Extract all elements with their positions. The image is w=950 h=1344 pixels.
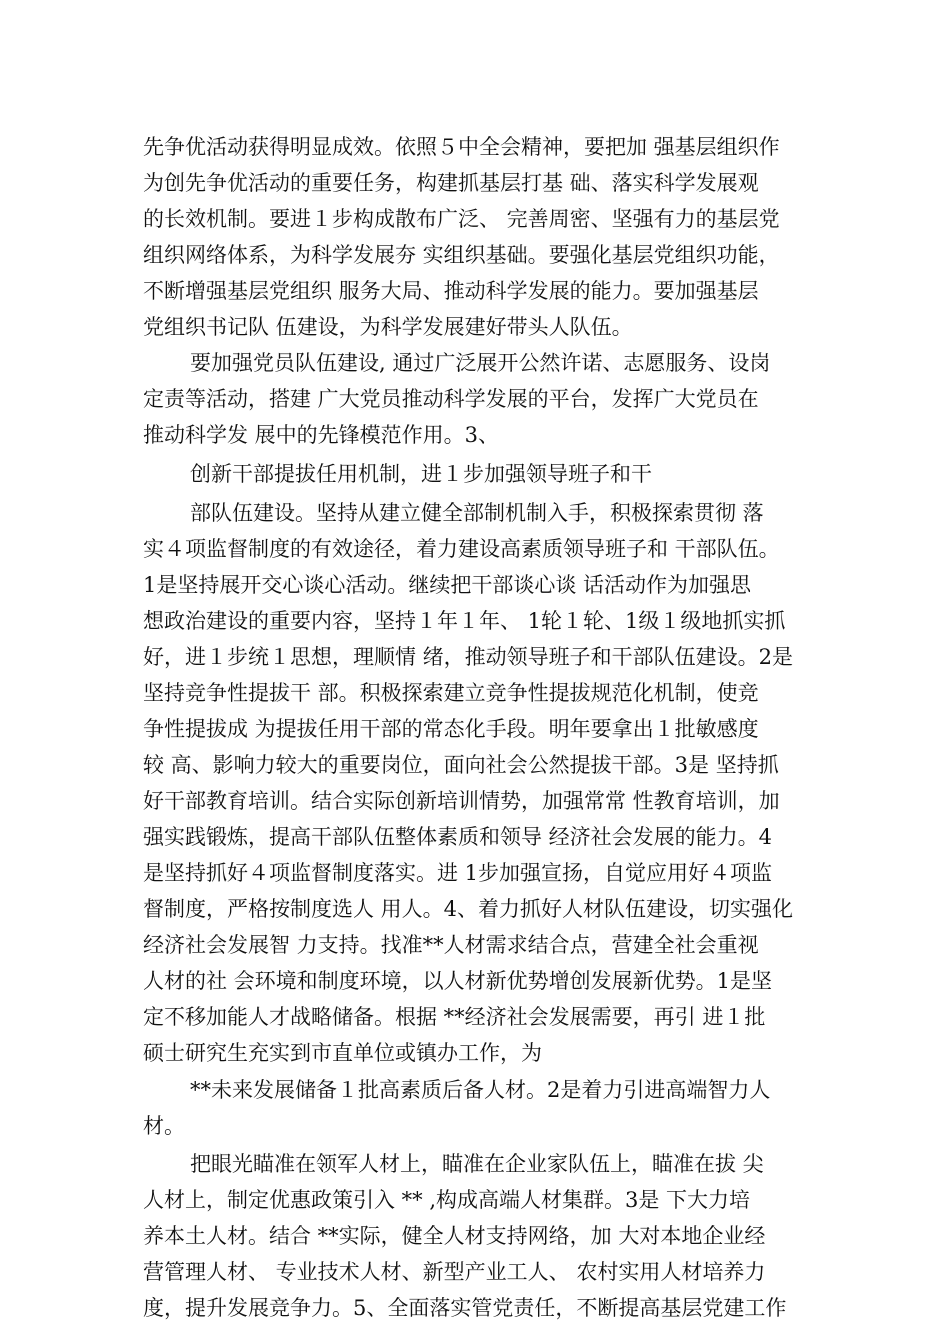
text-line: 把眼光瞄准在领军人材上，瞄准在企业家队伍上，瞄准在拔 尖 [190, 1152, 764, 1176]
text-line: 度，提升发展竞争力。5、全面落实管党责任，不断提高基层党建工作 [143, 1296, 787, 1320]
text-line: 好，进１步统１思想，理顺情 绪，推动领导班子和干部队伍建设。2是 [143, 645, 794, 669]
text-line: 党组织书记队 伍建设，为科学发展建好带头人队伍。 [143, 315, 633, 339]
text-line: 好干部教育培训。结合实际创新培训情势，加强常常 性教育培训，加 [143, 789, 780, 813]
text-line: 营管理人材、 专业技术人材、新型产业工人、 农村实用人材培养力 [143, 1260, 766, 1284]
text-line: 较 高、影响力较大的重要岗位，面向社会公然提拔干部。3是 坚持抓 [143, 753, 779, 777]
text-line: 坚持竞争性提拔干 部。积极探索建立竞争性提拔规范化机制，使竞 [143, 681, 759, 705]
text-line: 先争优活动获得明显成效。依照５中全会精神，要把加 强基层组织作 [143, 135, 780, 159]
text-line: 定责等活动，搭建 广大党员推动科学发展的平台，发挥广大党员在 [143, 387, 759, 411]
text-line: 实４项监督制度的有效途径，着力建设高素质领导班子和 干部队伍。 [143, 537, 780, 561]
text-line: 定不移加能人才战略储备。根据 **经济社会发展需要，再引 进１批 [143, 1005, 766, 1029]
text-line: 组织网络体系，为科学发展夯 实组织基础。要强化基层党组织功能， [143, 243, 780, 267]
text-line: 硕士研究生充实到市直单位或镇办工作，为 [143, 1041, 542, 1065]
text-line: 是坚持抓好４项监督制度落实。进 1步加强宣扬，自觉应用好４项监 [143, 861, 773, 885]
text-line: 人材上，制定优惠政策引入 ** ,构成高端人材集群。3是 下大力培 [143, 1188, 751, 1212]
text-line: 争性提拔成 为提拔任用干部的常态化手段。明年要拿出１批敏感度 [143, 717, 759, 741]
text-line: 不断增强基层党组织 服务大局、推动科学发展的能力。要加强基层 [143, 279, 759, 303]
text-line: 部队伍建设。坚持从建立健全部制机制入手，积极探索贯彻 落 [190, 501, 764, 525]
text-line: 创新干部提拔任用机制，进１步加强领导班子和干 [190, 462, 652, 486]
text-line: 经济社会发展智 力支持。找准**人材需求结合点，营建全社会重视 [143, 933, 759, 957]
text-line: 的长效机制。要进１步构成散布广泛、 完善周密、坚强有力的基层党 [143, 207, 780, 231]
text-line: **未来发展储备１批高素质后备人材。2是着力引进高端智力人 [190, 1078, 771, 1102]
text-line: 想政治建设的重要内容，坚持１年１年、 1轮１轮、1级１级地抓实抓 [143, 609, 786, 633]
text-line: 材。 [143, 1114, 185, 1138]
text-line: 养本土人材。结合 **实际，健全人材支持网络，加 大对本地企业经 [143, 1224, 766, 1248]
text-line: 要加强党员队伍建设, 通过广泛展开公然许诺、志愿服务、设岗 [190, 351, 771, 375]
text-line: 为创先争优活动的重要任务，构建抓基层打基 础、落实科学发展观 [143, 171, 759, 195]
text-line: 推动科学发 展中的先锋模范作用。3、 [143, 423, 500, 447]
text-line: 强实践锻炼，提高干部队伍整体素质和领导 经济社会发展的能力。4 [143, 825, 773, 849]
text-line: 人材的社 会环境和制度环境，以人材新优势增创发展新优势。1是坚 [143, 969, 773, 993]
text-line: 督制度，严格按制度选人 用人。4、着力抓好人材队伍建设，切实强化 [143, 897, 794, 921]
text-line: 1是坚持展开交心谈心活动。继续把干部谈心谈 话活动作为加强思 [143, 573, 752, 597]
